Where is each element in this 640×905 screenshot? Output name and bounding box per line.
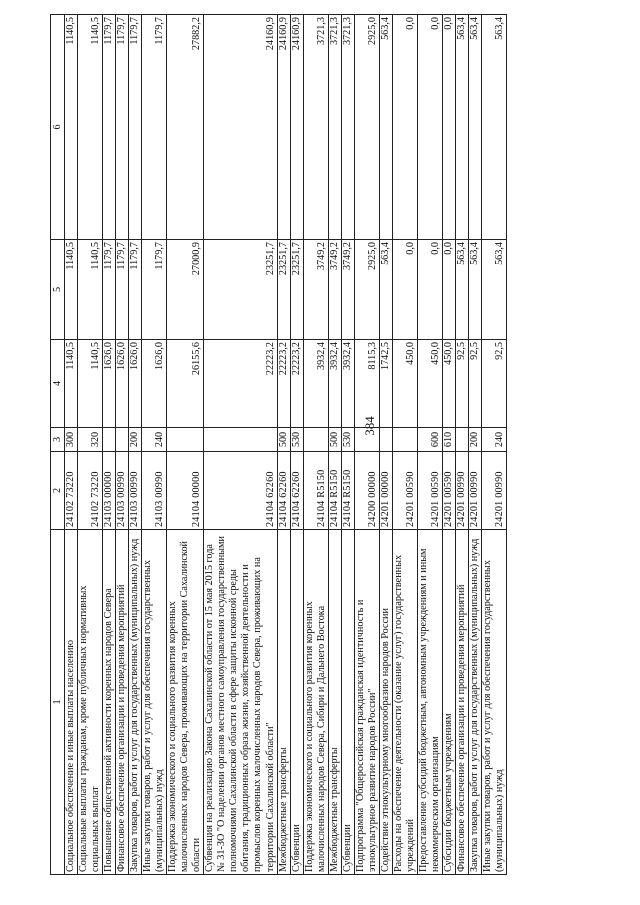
table-row bbox=[129, 15, 142, 875]
row-code-cell: 24104 R5150 bbox=[328, 452, 341, 530]
row-value-year3-cell: 1179,7 bbox=[116, 15, 129, 240]
budget-table bbox=[50, 14, 507, 875]
row-value-year1-cell: 92,5 bbox=[482, 340, 507, 428]
row-expense-type-cell bbox=[116, 428, 129, 452]
row-name-cell: Субсидии бюджетным учреждениям bbox=[442, 530, 455, 875]
row-name-cell: Содействие этнокультурному многообразию народов России bbox=[379, 530, 392, 875]
row-value-year2-cell: 3749,2 bbox=[328, 240, 341, 340]
column-header: 2 bbox=[51, 452, 65, 530]
table-row bbox=[354, 15, 379, 875]
row-expense-type-cell: 600 bbox=[417, 428, 442, 452]
row-value-year1-cell: 92,5 bbox=[469, 340, 482, 428]
row-expense-type-cell bbox=[379, 428, 392, 452]
row-value-year2-cell: 2925,0 bbox=[354, 240, 379, 340]
row-expense-type-cell bbox=[167, 428, 204, 452]
row-value-year1-cell: 8115,3 bbox=[354, 340, 379, 428]
row-code-cell: 24104 R5150 bbox=[303, 452, 328, 530]
page-number: 384 bbox=[361, 416, 377, 436]
row-name-cell: Социальные выплаты гражданам, кроме публичных нормативных социальных выплат bbox=[78, 530, 103, 875]
table-row bbox=[455, 15, 468, 875]
row-value-year1-cell: 450,0 bbox=[442, 340, 455, 428]
row-value-year2-cell: 1179,7 bbox=[103, 240, 116, 340]
row-value-year1-cell: 3932,4 bbox=[341, 340, 354, 428]
column-header: 3 bbox=[51, 428, 65, 452]
row-value-year1-cell: 22223,2 bbox=[277, 340, 290, 428]
row-value-year3-cell: 3721,3 bbox=[303, 15, 328, 240]
row-value-year1-cell: 3932,4 bbox=[328, 340, 341, 428]
row-value-year1-cell: 92,5 bbox=[455, 340, 468, 428]
row-value-year3-cell: 1179,7 bbox=[129, 15, 142, 240]
row-code-cell: 24104 62260 bbox=[204, 452, 277, 530]
row-value-year3-cell: 3721,3 bbox=[328, 15, 341, 240]
row-expense-type-cell bbox=[204, 428, 277, 452]
row-expense-type-cell: 530 bbox=[290, 428, 303, 452]
row-code-cell: 24201 00590 bbox=[442, 452, 455, 530]
row-value-year1-cell: 1626,0 bbox=[116, 340, 129, 428]
row-code-cell: 24104 R5150 bbox=[341, 452, 354, 530]
table-row bbox=[379, 15, 392, 875]
row-value-year1-cell: 1626,0 bbox=[103, 340, 116, 428]
row-value-year2-cell: 563,4 bbox=[379, 240, 392, 340]
row-expense-type-cell bbox=[303, 428, 328, 452]
row-value-year1-cell: 450,0 bbox=[417, 340, 442, 428]
table-header-row bbox=[51, 15, 65, 875]
row-code-cell: 24103 00000 bbox=[103, 452, 116, 530]
row-value-year2-cell: 563,4 bbox=[469, 240, 482, 340]
table-row bbox=[103, 15, 116, 875]
row-value-year3-cell: 0,0 bbox=[392, 15, 417, 240]
table-row bbox=[290, 15, 303, 875]
row-value-year3-cell: 2925,0 bbox=[354, 15, 379, 240]
row-name-cell: Финансовое обеспечение организации и проведения мероприятий bbox=[455, 530, 468, 875]
row-value-year1-cell: 1140,5 bbox=[78, 340, 103, 428]
row-value-year2-cell: 1179,7 bbox=[129, 240, 142, 340]
table-row bbox=[328, 15, 341, 875]
column-header: 1 bbox=[51, 530, 65, 875]
row-value-year3-cell: 24160,9 bbox=[277, 15, 290, 240]
row-value-year3-cell: 1179,7 bbox=[142, 15, 167, 240]
row-name-cell: Поддержка экономического и социального развития коренных малочисленных народов Севера, Сибири и Дальнего Востока bbox=[303, 530, 328, 875]
row-code-cell: 24201 00590 bbox=[392, 452, 417, 530]
row-value-year2-cell: 1140,5 bbox=[78, 240, 103, 340]
row-expense-type-cell: 530 bbox=[341, 428, 354, 452]
row-name-cell: Иные закупки товаров, работ и услуг для обеспечения государственных (муниципальных) нужд bbox=[482, 530, 507, 875]
row-expense-type-cell bbox=[103, 428, 116, 452]
row-expense-type-cell: 200 bbox=[129, 428, 142, 452]
row-value-year2-cell: 0,0 bbox=[417, 240, 442, 340]
row-value-year1-cell: 22223,2 bbox=[204, 340, 277, 428]
table-row bbox=[417, 15, 442, 875]
row-expense-type-cell: 500 bbox=[328, 428, 341, 452]
row-value-year2-cell: 27000,9 bbox=[167, 240, 204, 340]
table-row bbox=[469, 15, 482, 875]
row-name-cell: Закупка товаров, работ и услуг для государственных (муниципальных) нужд bbox=[129, 530, 142, 875]
row-code-cell: 24201 00990 bbox=[469, 452, 482, 530]
row-value-year2-cell: 23251,7 bbox=[290, 240, 303, 340]
row-name-cell: Межбюджетные трансферты bbox=[277, 530, 290, 875]
row-code-cell: 24104 62260 bbox=[277, 452, 290, 530]
row-value-year3-cell: 0,0 bbox=[442, 15, 455, 240]
row-code-cell: 24201 00990 bbox=[455, 452, 468, 530]
row-value-year1-cell: 26155,6 bbox=[167, 340, 204, 428]
row-value-year2-cell: 3749,2 bbox=[341, 240, 354, 340]
rotated-table-container bbox=[50, 15, 615, 875]
row-value-year1-cell: 1626,0 bbox=[129, 340, 142, 428]
row-name-cell: Субвенция на реализацию Закона Сахалинской области от 15 мая 2015 года № 31-ЗО "О наделении органов местного самоуправления государственными полномочиями Сахалинской области в сфере защиты исконной среды обитания, традиционных образа жизни, хозяйственной деятельности и промыслов коренных малочисленных народов Севера, проживающих на территории Сахалинской области" bbox=[204, 530, 277, 875]
row-value-year2-cell: 23251,7 bbox=[204, 240, 277, 340]
row-expense-type-cell bbox=[354, 428, 379, 452]
table-row bbox=[116, 15, 129, 875]
row-name-cell: Расходы на обеспечение деятельности (оказание услуг) государственных учреждений bbox=[392, 530, 417, 875]
row-expense-type-cell: 500 bbox=[277, 428, 290, 452]
table-row bbox=[442, 15, 455, 875]
table-row bbox=[142, 15, 167, 875]
row-code-cell: 24103 00990 bbox=[142, 452, 167, 530]
row-code-cell: 24201 00590 bbox=[417, 452, 442, 530]
row-value-year3-cell: 563,4 bbox=[379, 15, 392, 240]
row-expense-type-cell: 610 bbox=[442, 428, 455, 452]
row-value-year3-cell: 563,4 bbox=[455, 15, 468, 240]
row-value-year3-cell: 1140,5 bbox=[78, 15, 103, 240]
row-value-year2-cell: 0,0 bbox=[442, 240, 455, 340]
row-expense-type-cell: 240 bbox=[142, 428, 167, 452]
row-value-year1-cell: 1626,0 bbox=[142, 340, 167, 428]
row-name-cell: Поддержка экономического и социального развития коренных малочисленных народов Севера, проживающих на территории Сахалинской области bbox=[167, 530, 204, 875]
row-value-year1-cell: 1742,5 bbox=[379, 340, 392, 428]
row-name-cell: Субвенции bbox=[290, 530, 303, 875]
row-value-year3-cell: 0,0 bbox=[417, 15, 442, 240]
row-value-year1-cell: 3932,4 bbox=[303, 340, 328, 428]
row-name-cell: Предоставление субсидий бюджетным, автономным учреждениям и иным некоммерческим организациям bbox=[417, 530, 442, 875]
row-name-cell: Финансовое обеспечение организации и проведения мероприятий bbox=[116, 530, 129, 875]
row-value-year2-cell: 563,4 bbox=[482, 240, 507, 340]
row-value-year2-cell: 1179,7 bbox=[116, 240, 129, 340]
row-code-cell: 24102 73220 bbox=[78, 452, 103, 530]
row-value-year2-cell: 0,0 bbox=[392, 240, 417, 340]
row-value-year3-cell: 563,4 bbox=[482, 15, 507, 240]
row-code-cell: 24103 00990 bbox=[129, 452, 142, 530]
row-code-cell: 24201 00000 bbox=[379, 452, 392, 530]
row-name-cell: Подпрограмма "Общероссийская гражданская идентичность и этнокультурное развитие народов России" bbox=[354, 530, 379, 875]
row-expense-type-cell: 300 bbox=[65, 428, 78, 452]
row-expense-type-cell bbox=[455, 428, 468, 452]
row-value-year3-cell: 24160,9 bbox=[290, 15, 303, 240]
row-name-cell: Субвенции bbox=[341, 530, 354, 875]
table-row bbox=[65, 15, 78, 875]
row-name-cell: Повышение общественной активности коренных народов Севера bbox=[103, 530, 116, 875]
table-row bbox=[78, 15, 103, 875]
row-value-year2-cell: 563,4 bbox=[455, 240, 468, 340]
row-expense-type-cell: 320 bbox=[78, 428, 103, 452]
row-name-cell: Закупка товаров, работ и услуг для государственных (муниципальных) нужд bbox=[469, 530, 482, 875]
row-value-year2-cell: 1179,7 bbox=[142, 240, 167, 340]
table-row bbox=[204, 15, 277, 875]
row-value-year1-cell: 450,0 bbox=[392, 340, 417, 428]
table-row bbox=[167, 15, 204, 875]
row-value-year1-cell: 1140,5 bbox=[65, 340, 78, 428]
row-code-cell: 24201 00990 bbox=[482, 452, 507, 530]
row-name-cell: Социальное обеспечение и иные выплаты населению bbox=[65, 530, 78, 875]
column-header: 4 bbox=[51, 340, 65, 428]
row-code-cell: 24103 00990 bbox=[116, 452, 129, 530]
row-code-cell: 24200 00000 bbox=[354, 452, 379, 530]
column-header: 5 bbox=[51, 240, 65, 340]
row-name-cell: Межбюджетные трансферты bbox=[328, 530, 341, 875]
row-value-year3-cell: 563,4 bbox=[469, 15, 482, 240]
row-value-year3-cell: 24160,9 bbox=[204, 15, 277, 240]
table-row bbox=[482, 15, 507, 875]
row-value-year3-cell: 27882,2 bbox=[167, 15, 204, 240]
row-code-cell: 24102 73220 bbox=[65, 452, 78, 530]
row-name-cell: Иные закупки товаров, работ и услуг для обеспечения государственных (муниципальных) нужд bbox=[142, 530, 167, 875]
row-value-year3-cell: 1179,7 bbox=[103, 15, 116, 240]
row-expense-type-cell: 240 bbox=[482, 428, 507, 452]
row-value-year2-cell: 1140,5 bbox=[65, 240, 78, 340]
table-row bbox=[341, 15, 354, 875]
row-value-year1-cell: 22223,2 bbox=[290, 340, 303, 428]
table-row bbox=[303, 15, 328, 875]
row-value-year3-cell: 1140,5 bbox=[65, 15, 78, 240]
row-code-cell: 24104 62260 bbox=[290, 452, 303, 530]
row-code-cell: 24104 00000 bbox=[167, 452, 204, 530]
row-value-year2-cell: 23251,7 bbox=[277, 240, 290, 340]
table-row bbox=[392, 15, 417, 875]
row-expense-type-cell bbox=[392, 428, 417, 452]
row-value-year2-cell: 3749,2 bbox=[303, 240, 328, 340]
table-row bbox=[277, 15, 290, 875]
row-expense-type-cell: 200 bbox=[469, 428, 482, 452]
row-value-year3-cell: 3721,3 bbox=[341, 15, 354, 240]
column-header: 6 bbox=[51, 15, 65, 240]
